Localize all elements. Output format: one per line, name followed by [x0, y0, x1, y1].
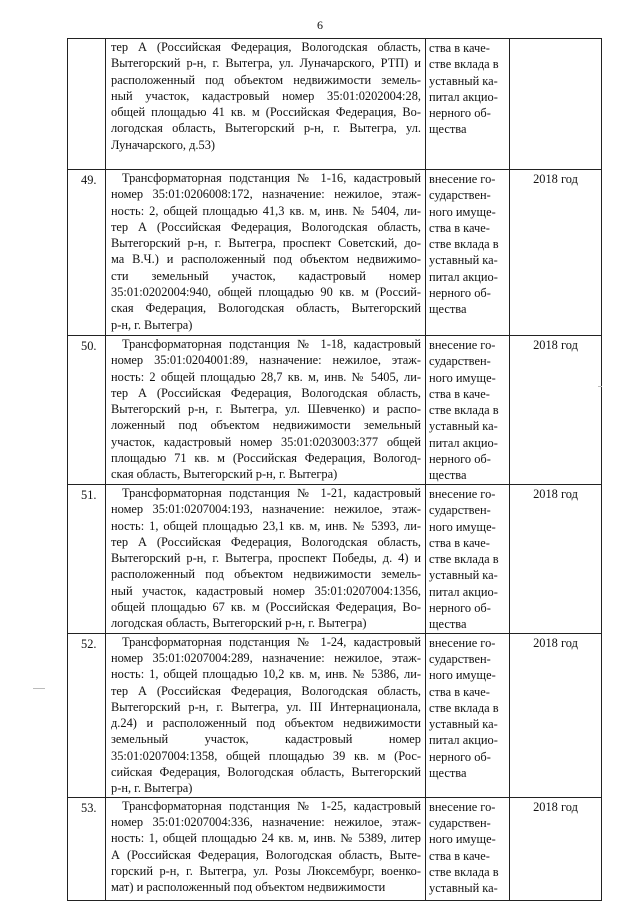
method-line: сударствен- — [429, 815, 491, 830]
method-line: уставный ка- — [429, 419, 498, 434]
method-line: стве вклада в — [429, 237, 499, 252]
method-line: питал акцио- — [429, 269, 498, 284]
method-line: стве вклада в — [429, 552, 499, 567]
description-line: Вытегорский р-н, г. Вытегра, ул. III Интернационала, — [111, 699, 421, 714]
method-line: нерного об- — [429, 452, 491, 467]
method-line: сударствен- — [429, 354, 491, 369]
description-line: ный участок, кадастровый номер 35:01:0202004:28, — [111, 88, 421, 103]
method-line: ного имуще- — [429, 370, 496, 385]
description-line: Вытегорский р-н, г. Вытегра, проспект Советский, до- — [111, 236, 421, 251]
description-line: тер А (Российская Федерация, Вологодская область, — [111, 683, 421, 698]
planned-year: 2018 год — [510, 797, 602, 900]
method-line: питал акцио- — [429, 733, 498, 748]
description-line: номер 35:01:0206008:172, назначение: нежилое, этаж- — [111, 187, 421, 202]
description-line: расположенный под объектом недвижимости земель- — [111, 72, 421, 87]
method-line: щества — [429, 302, 467, 317]
description-line: номер 35:01:0207004:336, назначение: нежилое, этаж- — [111, 814, 421, 829]
description-line: номер 35:01:0207004:289, назначение: нежилое, этаж- — [111, 650, 421, 665]
method-line: питал акцио- — [429, 584, 498, 599]
description-line: сти земельный участок, кадастровый номер — [111, 268, 421, 283]
object-description — [106, 336, 426, 485]
method-line: ства в каче- — [429, 220, 490, 235]
description-line: Трансформаторная подстанция № 1-21, кадастровый — [122, 486, 421, 500]
description-line: земельный участок, кадастровый номер — [111, 732, 421, 747]
description-line: Вытегорский р-н, г. Вытегра, ул. Шевченко) и распо- — [111, 402, 421, 417]
method-line: нерного об- — [429, 286, 491, 301]
method-line: внесение го- — [429, 799, 496, 814]
row-number: 50. — [68, 336, 106, 485]
description-line: Трансформаторная подстанция № 1-16, кадастровый — [122, 171, 421, 185]
method-line: ного имуще- — [429, 832, 496, 847]
description-line: д.24) и расположенный под объектом недвижимости — [111, 716, 421, 731]
method-line: уставный ка- — [429, 253, 498, 268]
description-line: тер А (Российская Федерация, Вологодская область, — [111, 385, 421, 400]
description-line: Луначарского, д.53) — [111, 137, 216, 152]
method-line: нерного об- — [429, 106, 491, 121]
description-line: ный участок, кадастровый номер 35:01:0207004:1356, — [111, 583, 421, 598]
method-line: ства в каче- — [429, 684, 490, 699]
description-line: ская Федерация, Вологодская область, Вытегорский — [111, 301, 421, 316]
table-row — [68, 39, 602, 170]
description-line: горский р-н, г. Вытегра, ул. Розы Люксембург, военко- — [111, 863, 421, 878]
description-line: ность: 2 общей площадью 28,7 кв. м, инв. № 5405, ли- — [111, 369, 421, 384]
description-line: ская область, Вытегорский р-н, г. Вытегра) — [111, 467, 338, 482]
description-line: ность: 1, общей площадью 10,2 кв. м, инв. № 5386, ли- — [111, 667, 421, 682]
planned-year: 2018 год — [510, 170, 602, 336]
table-row — [68, 633, 602, 797]
row-number: 51. — [68, 485, 106, 634]
description-line: Вытегорский р-н, г. Вытегра, проспект Победы, д. 4) и — [111, 551, 421, 566]
method-line: стве вклада в — [429, 700, 499, 715]
row-number: 53. — [68, 797, 106, 900]
description-line: номер 35:01:0204001:89, назначение: нежилое, этаж- — [111, 353, 421, 368]
method-line: ства в каче- — [429, 41, 490, 55]
description-line: площадью 71 кв. м (Российская Федерация, Вологод- — [111, 451, 421, 466]
method-line: стве вклада в — [429, 864, 499, 879]
method-line: уставный ка- — [429, 881, 498, 896]
method-line: ного имуще- — [429, 519, 496, 534]
method-line: сударствен- — [429, 188, 491, 203]
method-line: внесение го- — [429, 172, 496, 186]
page-number: 6 — [317, 18, 323, 32]
method-line: ства в каче- — [429, 386, 490, 401]
method-line: ного имуще- — [429, 668, 496, 683]
description-line: логодская область, Вытегорский р-н, г. Вытегра, ул. — [111, 121, 421, 136]
object-description — [106, 633, 426, 797]
method-line: ного имуще- — [429, 204, 496, 219]
description-line: 35:01:0207004:1358, общей площадью 39 кв. м (Рос- — [111, 748, 421, 763]
privatization-method — [426, 39, 510, 170]
description-line: Вытегорский р-н, г. Вытегра, ул. Луначарского, РТП) и — [111, 56, 421, 71]
table-row — [68, 170, 602, 336]
method-line: щества — [429, 122, 467, 137]
object-description — [106, 39, 426, 170]
description-line: ность: 2, общей площадью 41,3 кв. м, инв. № 5404, ли- — [111, 203, 421, 218]
description-line: р-н, г. Вытегра) — [111, 781, 193, 796]
object-description — [106, 170, 426, 336]
description-line: общей площадью 67 кв. м (Российская Федерация, Во- — [111, 600, 421, 615]
method-line: внесение го- — [429, 635, 496, 650]
privatization-method — [426, 633, 510, 797]
row-number: 52. — [68, 633, 106, 797]
description-line: Трансформаторная подстанция № 1-24, кадастровый — [122, 634, 421, 649]
privatization-method — [426, 485, 510, 634]
description-line: номер 35:01:0207004:193, назначение: нежилое, этаж- — [111, 502, 421, 517]
method-line: уставный ка- — [429, 73, 498, 88]
description-line: мат) и расположенный под объектом недвижимости — [111, 880, 386, 895]
description-line: Трансформаторная подстанция № 1-18, кадастровый — [122, 337, 421, 351]
table-row — [68, 336, 602, 485]
method-line: нерного об- — [429, 749, 491, 764]
method-line: сударствен- — [429, 503, 491, 518]
privatization-method — [426, 797, 510, 900]
planned-year: 2018 год — [510, 633, 602, 797]
method-line: внесение го- — [429, 487, 496, 501]
description-line: участок, кадастровый номер 35:01:0203003:377 общей — [111, 434, 421, 449]
description-line: 35:01:0202004:940, общей площадью 90 кв. м (Россий- — [111, 285, 421, 300]
margin-mark — [598, 386, 602, 387]
description-line: ность: 1, общей площадью 23,1 кв. м, инв. № 5393, ли- — [111, 518, 421, 533]
description-line: сийская Федерация, Вологодская область, Вытегорский — [111, 765, 421, 780]
method-line: внесение го- — [429, 338, 496, 352]
description-line: А (Российская Федерация, Вологодская область, Выте- — [111, 847, 421, 862]
method-line: стве вклада в — [429, 403, 499, 418]
description-line: тер А (Российская Федерация, Вологодская область, — [111, 534, 421, 549]
description-line: логодская область, Вытегорский р-н, г. Вытегра) — [111, 616, 367, 631]
description-line: р-н, г. Вытегра) — [111, 317, 193, 332]
privatization-method — [426, 170, 510, 336]
method-line: сударствен- — [429, 651, 491, 666]
description-line: ложенный под объектом недвижимости земельный — [111, 418, 421, 433]
description-line: ма В.Ч.) и расположенный под объектом недвижимо- — [111, 252, 421, 267]
description-line: тер А (Российская Федерация, Вологодская область, — [111, 40, 421, 54]
method-line: щества — [429, 766, 467, 781]
row-number — [68, 39, 106, 170]
method-line: питал акцио- — [429, 89, 498, 104]
table-row — [68, 485, 602, 634]
privatization-method — [426, 336, 510, 485]
planned-year — [510, 39, 602, 170]
method-line: стве вклада в — [429, 57, 499, 72]
planned-year: 2018 год — [510, 336, 602, 485]
method-line: уставный ка- — [429, 717, 498, 732]
method-line: ства в каче- — [429, 535, 490, 550]
planned-year: 2018 год — [510, 485, 602, 634]
description-line: общей площадью 41 кв. м (Российская Федерация, Во- — [111, 105, 421, 120]
object-description — [106, 797, 426, 900]
table-row — [68, 797, 602, 900]
row-number: 49. — [68, 170, 106, 336]
method-line: уставный ка- — [429, 568, 498, 583]
description-line: расположенный под объектом недвижимости земель- — [111, 567, 421, 582]
method-line: щества — [429, 617, 467, 632]
description-line: тер А (Российская Федерация, Вологодская область, — [111, 219, 421, 234]
description-line: ность: 1, общей площадью 24 кв. м, инв. № 5389, литер — [111, 831, 421, 846]
method-line: питал акцио- — [429, 435, 498, 450]
method-line: нерного об- — [429, 601, 491, 616]
description-line: Трансформаторная подстанция № 1-25, кадастровый — [122, 798, 421, 813]
property-table — [67, 38, 602, 901]
method-line: ства в каче- — [429, 848, 490, 863]
margin-mark — [33, 688, 45, 689]
object-description — [106, 485, 426, 634]
method-line: щества — [429, 468, 467, 483]
